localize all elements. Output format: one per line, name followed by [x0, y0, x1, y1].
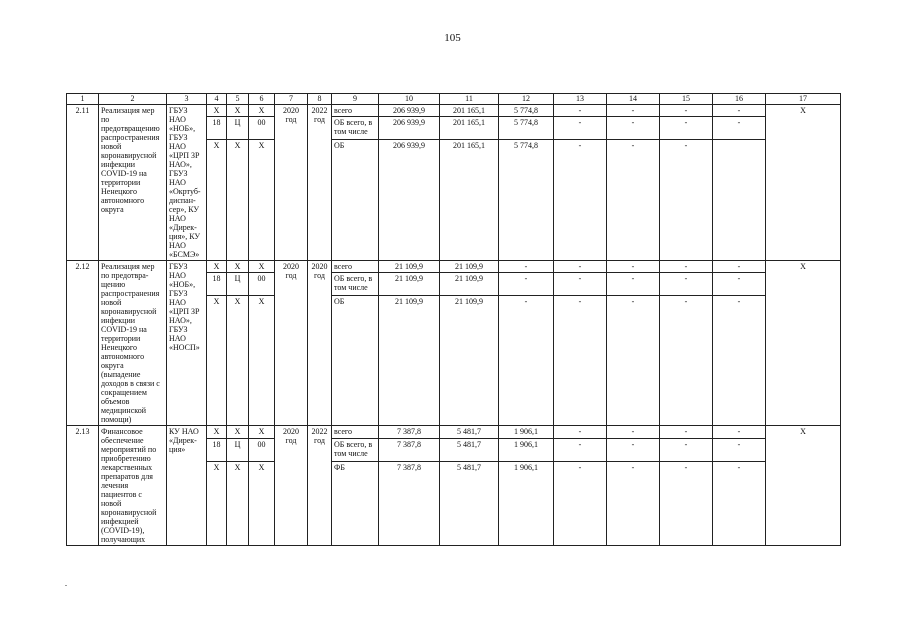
amount-year: -: [607, 295, 660, 425]
column-number-row: [67, 94, 841, 105]
column-header: 13: [554, 94, 607, 105]
column-header: 15: [660, 94, 713, 105]
amount-total: 206 939,9: [379, 139, 440, 260]
amount-year: 1 906,1: [499, 426, 554, 439]
amount-year: -: [554, 261, 607, 273]
code-cell: 00: [249, 438, 275, 462]
code-cell: 18: [207, 273, 227, 295]
code-cell: 00: [249, 117, 275, 140]
code-cell: X: [227, 295, 249, 425]
column-header: 11: [440, 94, 499, 105]
amount-year: 1 906,1: [499, 462, 554, 546]
indicator-cell: X: [766, 261, 841, 426]
funding-source: ОБ всего, в том числе: [332, 273, 379, 295]
amount-year: -: [713, 105, 766, 117]
code-cell: X: [249, 105, 275, 117]
code-cell: Ц: [227, 273, 249, 295]
code-cell: X: [249, 426, 275, 439]
amount-year: -: [607, 139, 660, 260]
column-header: 10: [379, 94, 440, 105]
indicator-cell: X: [766, 105, 841, 261]
code-cell: Ц: [227, 438, 249, 462]
column-header: 6: [249, 94, 275, 105]
measure-number: 2.13: [67, 426, 99, 546]
amount-year: -: [660, 105, 713, 117]
code-cell: X: [207, 105, 227, 117]
amount-year: -: [607, 117, 660, 140]
end-year: 2022 год: [308, 426, 332, 546]
funding-source: всего: [332, 261, 379, 273]
amount-year: -: [607, 273, 660, 295]
code-cell: 00: [249, 273, 275, 295]
amount-year: -: [660, 273, 713, 295]
amount-year: 21 109,9: [440, 261, 499, 273]
amount-year: -: [554, 295, 607, 425]
measure-number: 2.12: [67, 261, 99, 426]
amount-year: -: [660, 426, 713, 439]
column-header: 8: [308, 94, 332, 105]
code-cell: Ц: [227, 117, 249, 140]
amount-year: 21 109,9: [440, 273, 499, 295]
measure-name: Реализация мер по предотвра-щению распространения новой коронавирусной инфекции COVID-19 на территории Ненецкого автономного округа (выпадение доходов в связи с сокращением объемов медицинской помощи): [99, 261, 167, 426]
amount-year: -: [660, 261, 713, 273]
code-cell: 18: [207, 438, 227, 462]
column-header: 12: [499, 94, 554, 105]
scan-speck: [65, 585, 67, 586]
amount-year: -: [713, 438, 766, 462]
column-header: 16: [713, 94, 766, 105]
amount-year: -: [554, 117, 607, 140]
amount-year: 201 165,1: [440, 105, 499, 117]
column-header: 7: [275, 94, 308, 105]
amount-year: 5 774,8: [499, 139, 554, 260]
funding-source: ФБ: [332, 462, 379, 546]
amount-total: 7 387,8: [379, 438, 440, 462]
amount-total: 7 387,8: [379, 426, 440, 439]
code-cell: X: [227, 139, 249, 260]
code-cell: X: [207, 261, 227, 273]
code-cell: X: [227, 426, 249, 439]
amount-year: -: [499, 273, 554, 295]
measure-executor: ГБУЗ НАО «НОБ», ГБУЗ НАО «ЦРП ЗР НАО», ГБУЗ НАО «НОСП»: [167, 261, 207, 426]
amount-year: -: [554, 426, 607, 439]
funding-source: ОБ: [332, 139, 379, 260]
amount-year: -: [660, 139, 713, 260]
funding-source: всего: [332, 105, 379, 117]
amount-year: 201 165,1: [440, 117, 499, 140]
code-cell: X: [207, 295, 227, 425]
amount-total: 206 939,9: [379, 105, 440, 117]
amount-year: -: [713, 295, 766, 425]
amount-year: -: [713, 273, 766, 295]
amount-year: -: [499, 261, 554, 273]
amount-year: [713, 139, 766, 260]
column-header: 1: [67, 94, 99, 105]
amount-year: -: [713, 426, 766, 439]
start-year: 2020 год: [275, 261, 308, 426]
amount-total: 7 387,8: [379, 462, 440, 546]
amount-year: -: [660, 295, 713, 425]
amount-year: 21 109,9: [440, 295, 499, 425]
amount-year: -: [607, 261, 660, 273]
funding-source: всего: [332, 426, 379, 439]
code-cell: X: [207, 426, 227, 439]
amount-total: 21 109,9: [379, 261, 440, 273]
column-header: 4: [207, 94, 227, 105]
amount-year: 5 481,7: [440, 426, 499, 439]
amount-year: 5 774,8: [499, 117, 554, 140]
end-year: 2020 год: [308, 261, 332, 426]
table-row: [67, 105, 841, 117]
amount-year: -: [607, 462, 660, 546]
measure-name: Финансовое обеспечение мероприятий по приобретению лекарственных препаратов для лечения пациентов с новой коронавирусной инфекцией (COVID-19), получающих: [99, 426, 167, 546]
amount-year: 1 906,1: [499, 438, 554, 462]
amount-year: -: [554, 438, 607, 462]
start-year: 2020 год: [275, 426, 308, 546]
funding-source: ОБ: [332, 295, 379, 425]
page-number: 105: [444, 32, 461, 44]
code-cell: X: [227, 105, 249, 117]
funding-source: ОБ всего, в том числе: [332, 117, 379, 140]
amount-year: -: [607, 105, 660, 117]
amount-year: -: [713, 462, 766, 546]
end-year: 2022 год: [308, 105, 332, 261]
amount-year: 5 481,7: [440, 462, 499, 546]
table-row: [67, 261, 841, 273]
table-row: [67, 426, 841, 439]
code-cell: X: [227, 462, 249, 546]
start-year: 2020 год: [275, 105, 308, 261]
code-cell: X: [249, 139, 275, 260]
amount-year: -: [713, 261, 766, 273]
code-cell: 18: [207, 117, 227, 140]
program-measures-table: [66, 93, 841, 546]
amount-year: -: [499, 295, 554, 425]
code-cell: X: [249, 261, 275, 273]
amount-year: 201 165,1: [440, 139, 499, 260]
amount-year: -: [554, 273, 607, 295]
measure-executor: ГБУЗ НАО «НОБ», ГБУЗ НАО «ЦРП ЗР НАО», ГБУЗ НАО «Окртуб-диспан-сер», КУ НАО «Дирек-ция», КУ НАО «БСМЭ»: [167, 105, 207, 261]
column-header: 3: [167, 94, 207, 105]
code-cell: X: [207, 139, 227, 260]
amount-total: 21 109,9: [379, 295, 440, 425]
amount-year: 5 481,7: [440, 438, 499, 462]
column-header: 5: [227, 94, 249, 105]
code-cell: X: [207, 462, 227, 546]
amount-year: -: [660, 462, 713, 546]
amount-year: -: [554, 105, 607, 117]
amount-year: -: [554, 462, 607, 546]
amount-year: -: [607, 426, 660, 439]
amount-year: -: [660, 438, 713, 462]
code-cell: X: [249, 462, 275, 546]
column-header: 9: [332, 94, 379, 105]
code-cell: X: [249, 295, 275, 425]
amount-year: -: [554, 139, 607, 260]
funding-source: ОБ всего, в том числе: [332, 438, 379, 462]
amount-total: 206 939,9: [379, 117, 440, 140]
code-cell: X: [227, 261, 249, 273]
amount-total: 21 109,9: [379, 273, 440, 295]
amount-year: -: [713, 117, 766, 140]
amount-year: -: [660, 117, 713, 140]
amount-year: -: [607, 438, 660, 462]
indicator-cell: X: [766, 426, 841, 546]
column-header: 14: [607, 94, 660, 105]
measure-number: 2.11: [67, 105, 99, 261]
amount-year: 5 774,8: [499, 105, 554, 117]
column-header: 2: [99, 94, 167, 105]
measure-name: Реализация мер по предотвращению распространения новой коронавирусной инфекции COVID-19 на территории Ненецкого автономного округа: [99, 105, 167, 261]
column-header: 17: [766, 94, 841, 105]
measure-executor: КУ НАО «Дирек-ция»: [167, 426, 207, 546]
